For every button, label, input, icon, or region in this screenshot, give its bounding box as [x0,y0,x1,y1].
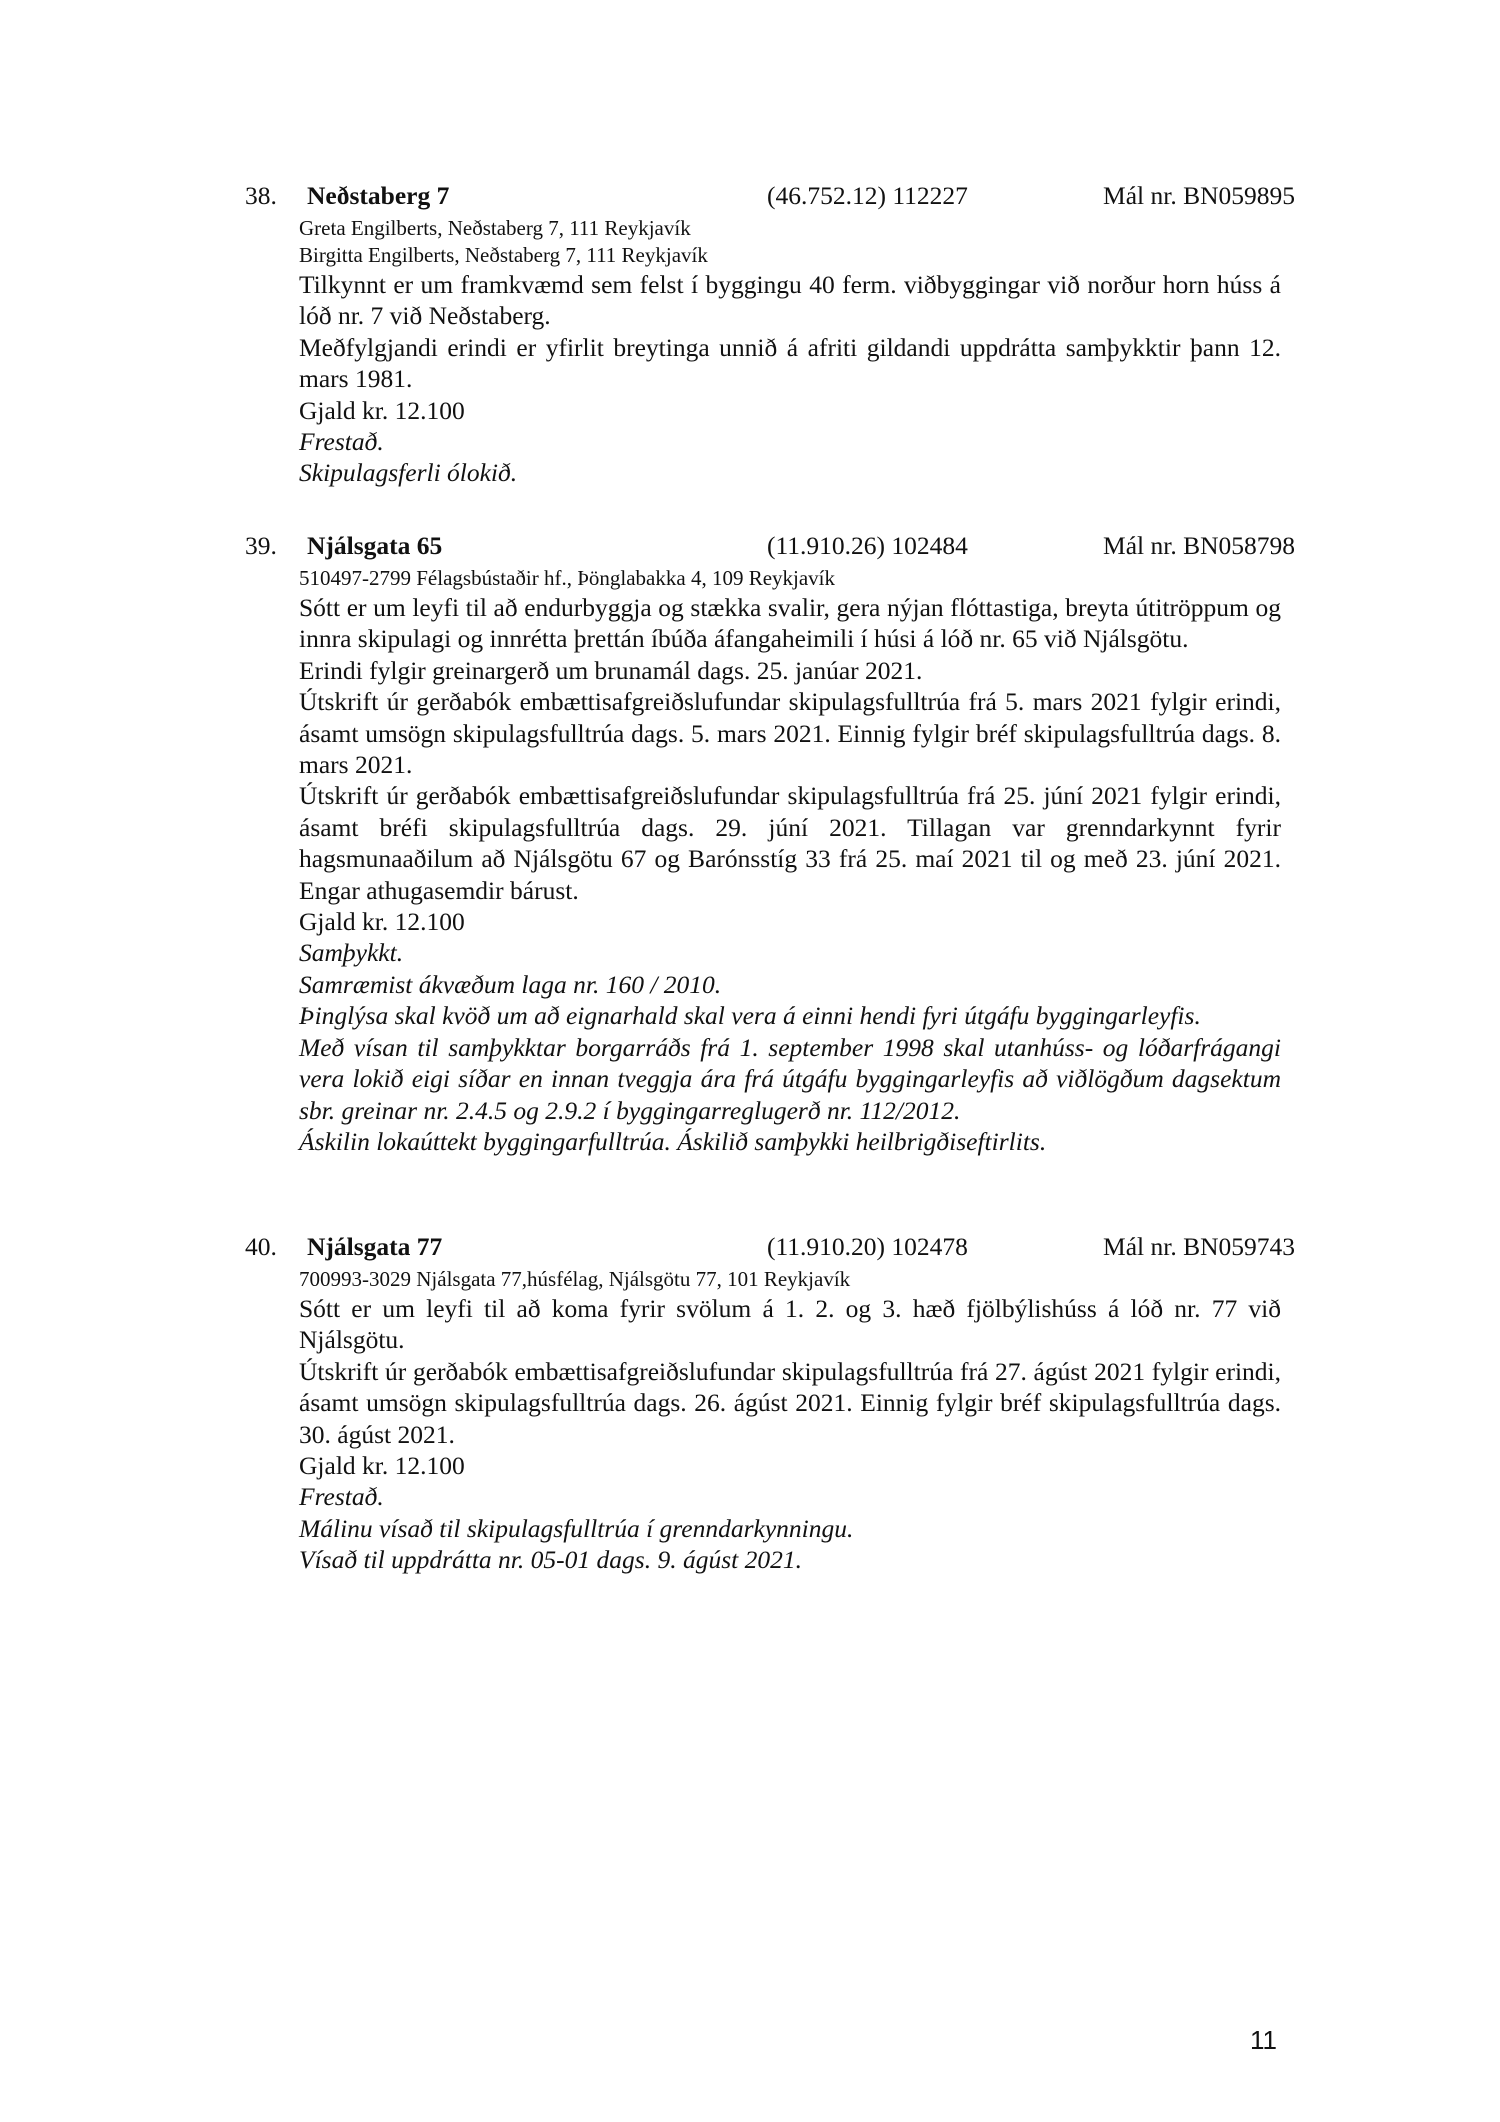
decision: Samþykkt. [299,938,404,968]
case-paragraph: Erindi fylgir greinargerð um brunamál dags. 25. janúar 2021. [299,655,923,685]
case-header [245,531,1295,565]
case-item-40 [245,1232,1295,1576]
case-paragraph: Meðfylgjandi erindi er yfirlit breytinga unnið á afriti gildandi uppdrátta samþykktir þann 12. mars 1981. [299,332,1281,394]
case-paragraph: Tilkynnt er um framkvæmd sem felst í byggingu 40 ferm. viðbyggingar við norður horn húss á lóð nr. 7 við Neðstaberg. [299,270,1281,331]
case-item-39 [245,531,1295,1157]
case-paragraph: Útskrift úr gerðabók embættisafgreiðslufundar skipulagsfulltrúa frá 5. mars 2021 fylgir erindi, ásamt umsögn skipulagsfulltrúa dags. 5. mars 2021. Einnig fylgir bréf skipulagsfulltrúa dags. 8. mars 2021. [299,687,1281,780]
case-item-38 [245,181,1295,489]
applicant: Greta Engilberts, Neðstaberg 7, 111 Reykjavík [299,216,691,240]
fee: Gjald kr. 12.100 [299,1451,465,1481]
case-paragraph: Útskrift úr gerðabók embættisafgreiðslufundar skipulagsfulltrúa frá 27. ágúst 2021 fylgir erindi, ásamt umsögn skipulagsfulltrúa dags. 26. ágúst 2021. Einnig fylgir bréf skipulagsfulltrúa dags. 30. ágúst 2021. [299,1356,1281,1449]
case-title: Njálsgata 65 [307,531,443,560]
case-body [299,1266,1281,1576]
case-reference: (11.910.26) 102484 [767,531,968,560]
case-paragraph: Sótt er um leyfi til að koma fyrir svölum á 1. 2. og 3. hæð fjölbýlishúss á lóð nr. 77 við Njálsgötu. [299,1294,1281,1355]
case-body [299,565,1281,1157]
decision-note: Vísað til uppdrátta nr. 05-01 dags. 9. ágúst 2021. [299,1545,802,1575]
page-number: 11 [1250,2025,1277,2055]
decision-note: Samræmist ákvæðum laga nr. 160 / 2010. [299,969,722,999]
case-file-number: Mál nr. BN059743 [1103,1232,1295,1261]
applicant: 510497-2799 Félagsbústaðir hf., Þönglabakka 4, 109 Reykjavík [299,566,836,590]
decision-note: Skipulagsferli ólokið. [299,458,518,488]
case-header [245,1232,1295,1266]
decision-note: Með vísan til samþykktar borgarráðs frá 1. september 1998 skal utanhúss- og lóðarfrágangi vera lokið eigi síðar en innan tveggja ára frá útgáfu byggingarleyfis að viðlögðum dagsektum sbr. greinar nr. 2.4.5 og 2.9.2 í byggingarreglugerð nr. 112/2012. [299,1032,1281,1125]
decision-note: Áskilin lokaúttekt byggingarfulltrúa. Áskilið samþykki heilbrigðiseftirlits. [299,1126,1047,1156]
case-title: Neðstaberg 7 [307,181,450,210]
case-number: 38. [245,181,277,210]
applicant: 700993-3029 Njálsgata 77,húsfélag, Njálsgötu 77, 101 Reykjavík [299,1267,851,1291]
case-file-number: Mál nr. BN058798 [1103,531,1295,560]
applicant: Birgitta Engilberts, Neðstaberg 7, 111 Reykjavík [299,243,708,267]
case-reference: (46.752.12) 112227 [767,181,968,210]
case-reference: (11.910.20) 102478 [767,1232,968,1261]
decision-note: Málinu vísað til skipulagsfulltrúa í grenndarkynningu. [299,1513,854,1543]
case-paragraph: Útskrift úr gerðabók embættisafgreiðslufundar skipulagsfulltrúa frá 25. júní 2021 fylgir erindi, ásamt bréfi skipulagsfulltrúa dags. 29. júní 2021. Tillagan var grenndarkynnt fyrir hagsmunaaðilum að Njálsgötu 67 og Barónsstíg 33 frá 25. maí 2021 til og með 23. júní 2021. Engar athugasemdir bárust. [299,781,1281,905]
decision: Frestað. [299,427,384,457]
case-title: Njálsgata 77 [307,1232,443,1261]
decision: Frestað. [299,1482,384,1512]
case-file-number: Mál nr. BN059895 [1103,181,1295,210]
case-header [245,181,1295,215]
fee: Gjald kr. 12.100 [299,907,465,937]
case-number: 40. [245,1232,277,1261]
case-body [299,215,1281,489]
case-number: 39. [245,531,277,560]
fee: Gjald kr. 12.100 [299,395,465,425]
decision-note: Þinglýsa skal kvöð um að eignarhald skal vera á einni hendi fyri útgáfu byggingarleyfis. [299,1001,1201,1031]
case-paragraph: Sótt er um leyfi til að endurbyggja og stækka svalir, gera nýjan flóttastiga, breyta útitröppum og innra skipulagi og innrétta þrettán íbúða áfangaheimili í húsi á lóð nr. 65 við Njálsgötu. [299,593,1281,654]
